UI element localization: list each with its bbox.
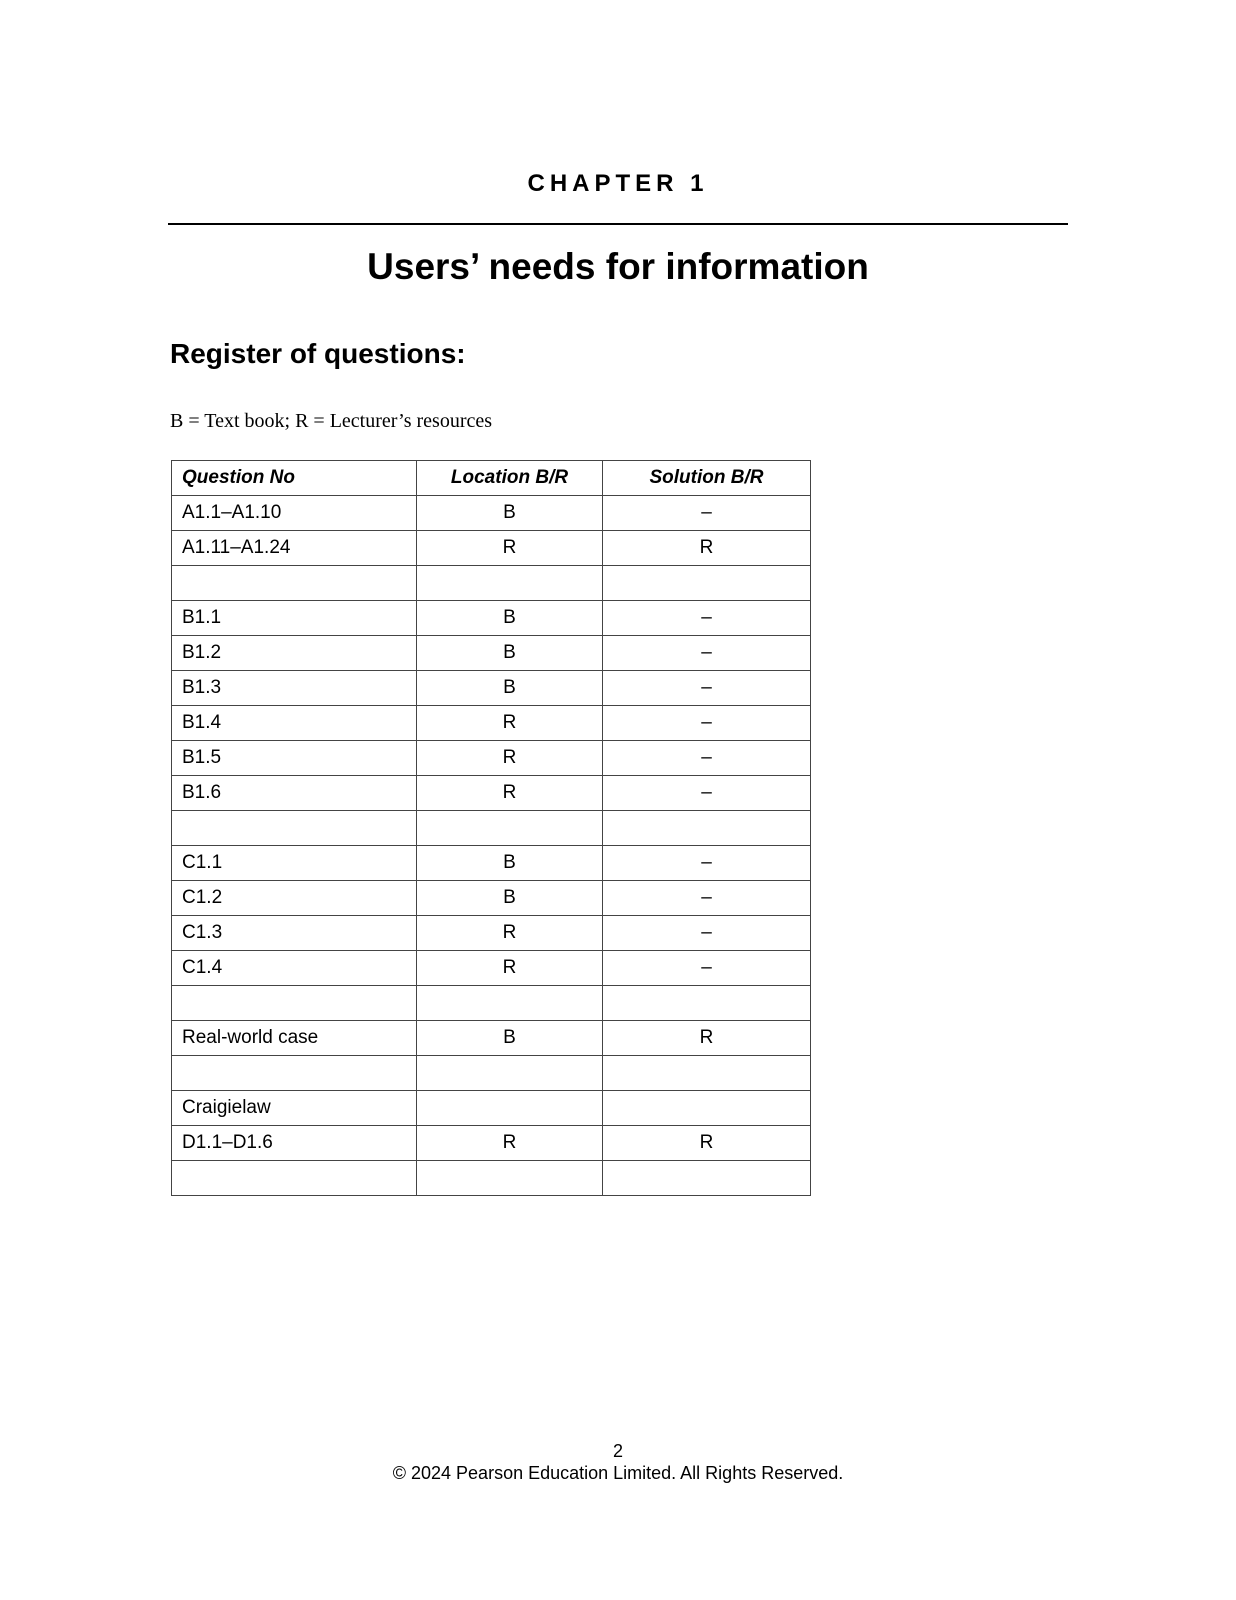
cell-question-no: A1.11–A1.24	[172, 531, 417, 566]
cell-location: B	[417, 846, 603, 881]
table-row	[172, 916, 811, 951]
table-row	[172, 1161, 811, 1196]
cell-solution	[603, 1161, 811, 1196]
cell-question-no: B1.3	[172, 671, 417, 706]
table-row	[172, 601, 811, 636]
cell-solution: –	[603, 846, 811, 881]
header-location: Location B/R	[417, 461, 603, 496]
page-number: 2	[612, 1441, 623, 1461]
cell-question-no	[172, 1161, 417, 1196]
table-row	[172, 776, 811, 811]
header-question-no: Question No	[172, 461, 417, 496]
chapter-divider	[168, 223, 1068, 225]
cell-location: B	[417, 1021, 603, 1056]
cell-question-no: C1.3	[172, 916, 417, 951]
header-solution: Solution B/R	[603, 461, 811, 496]
cell-solution: –	[603, 671, 811, 706]
chapter-label: CHAPTER 1	[527, 170, 709, 197]
cell-question-no	[172, 1056, 417, 1091]
cell-location	[417, 986, 603, 1021]
copyright-notice: © 2024 Pearson Education Limited. All Rights Reserved.	[392, 1463, 844, 1483]
table-header-row	[172, 461, 811, 496]
cell-question-no: C1.1	[172, 846, 417, 881]
table-row	[172, 811, 811, 846]
cell-solution	[603, 566, 811, 601]
table-row	[172, 566, 811, 601]
cell-question-no: B1.2	[172, 636, 417, 671]
cell-solution: –	[603, 741, 811, 776]
cell-location: B	[417, 881, 603, 916]
cell-question-no: Craigielaw	[172, 1091, 417, 1126]
cell-solution: –	[603, 776, 811, 811]
table-row	[172, 1091, 811, 1126]
table-row	[172, 741, 811, 776]
cell-location: R	[417, 951, 603, 986]
section-heading: Register of questions:	[170, 338, 466, 369]
cell-location	[417, 811, 603, 846]
cell-location: R	[417, 706, 603, 741]
cell-location: B	[417, 671, 603, 706]
cell-solution	[603, 811, 811, 846]
table-row	[172, 531, 811, 566]
cell-location: B	[417, 601, 603, 636]
cell-location: B	[417, 496, 603, 531]
cell-solution: –	[603, 881, 811, 916]
table-row	[172, 706, 811, 741]
table-row	[172, 636, 811, 671]
cell-question-no: B1.4	[172, 706, 417, 741]
legend-text: B = Text book; R = Lecturer’s resources	[170, 410, 493, 432]
cell-solution: –	[603, 601, 811, 636]
cell-question-no	[172, 566, 417, 601]
cell-solution	[603, 986, 811, 1021]
cell-location	[417, 566, 603, 601]
table-row	[172, 1126, 811, 1161]
cell-question-no: B1.5	[172, 741, 417, 776]
cell-location	[417, 1161, 603, 1196]
cell-question-no	[172, 811, 417, 846]
cell-solution	[603, 1091, 811, 1126]
table-row	[172, 1021, 811, 1056]
table-row	[172, 846, 811, 881]
cell-location: R	[417, 1126, 603, 1161]
page-title: Users’ needs for information	[367, 246, 869, 287]
cell-location	[417, 1091, 603, 1126]
cell-question-no: A1.1–A1.10	[172, 496, 417, 531]
cell-location: R	[417, 531, 603, 566]
cell-solution: R	[603, 531, 811, 566]
table-row	[172, 951, 811, 986]
cell-solution: R	[603, 1021, 811, 1056]
cell-solution: R	[603, 1126, 811, 1161]
register-table	[171, 460, 811, 1196]
cell-question-no: B1.6	[172, 776, 417, 811]
table-body	[172, 496, 811, 1196]
cell-question-no: C1.4	[172, 951, 417, 986]
cell-question-no: B1.1	[172, 601, 417, 636]
table-row	[172, 1056, 811, 1091]
cell-question-no	[172, 986, 417, 1021]
cell-solution: –	[603, 706, 811, 741]
cell-solution: –	[603, 636, 811, 671]
cell-question-no: D1.1–D1.6	[172, 1126, 417, 1161]
cell-question-no: Real-world case	[172, 1021, 417, 1056]
table-row	[172, 496, 811, 531]
cell-solution: –	[603, 496, 811, 531]
cell-location	[417, 1056, 603, 1091]
cell-location: R	[417, 776, 603, 811]
cell-solution	[603, 1056, 811, 1091]
cell-location: B	[417, 636, 603, 671]
table-row	[172, 671, 811, 706]
cell-solution: –	[603, 916, 811, 951]
table-row	[172, 881, 811, 916]
cell-location: R	[417, 916, 603, 951]
cell-location: R	[417, 741, 603, 776]
cell-solution: –	[603, 951, 811, 986]
cell-question-no: C1.2	[172, 881, 417, 916]
table-row	[172, 986, 811, 1021]
